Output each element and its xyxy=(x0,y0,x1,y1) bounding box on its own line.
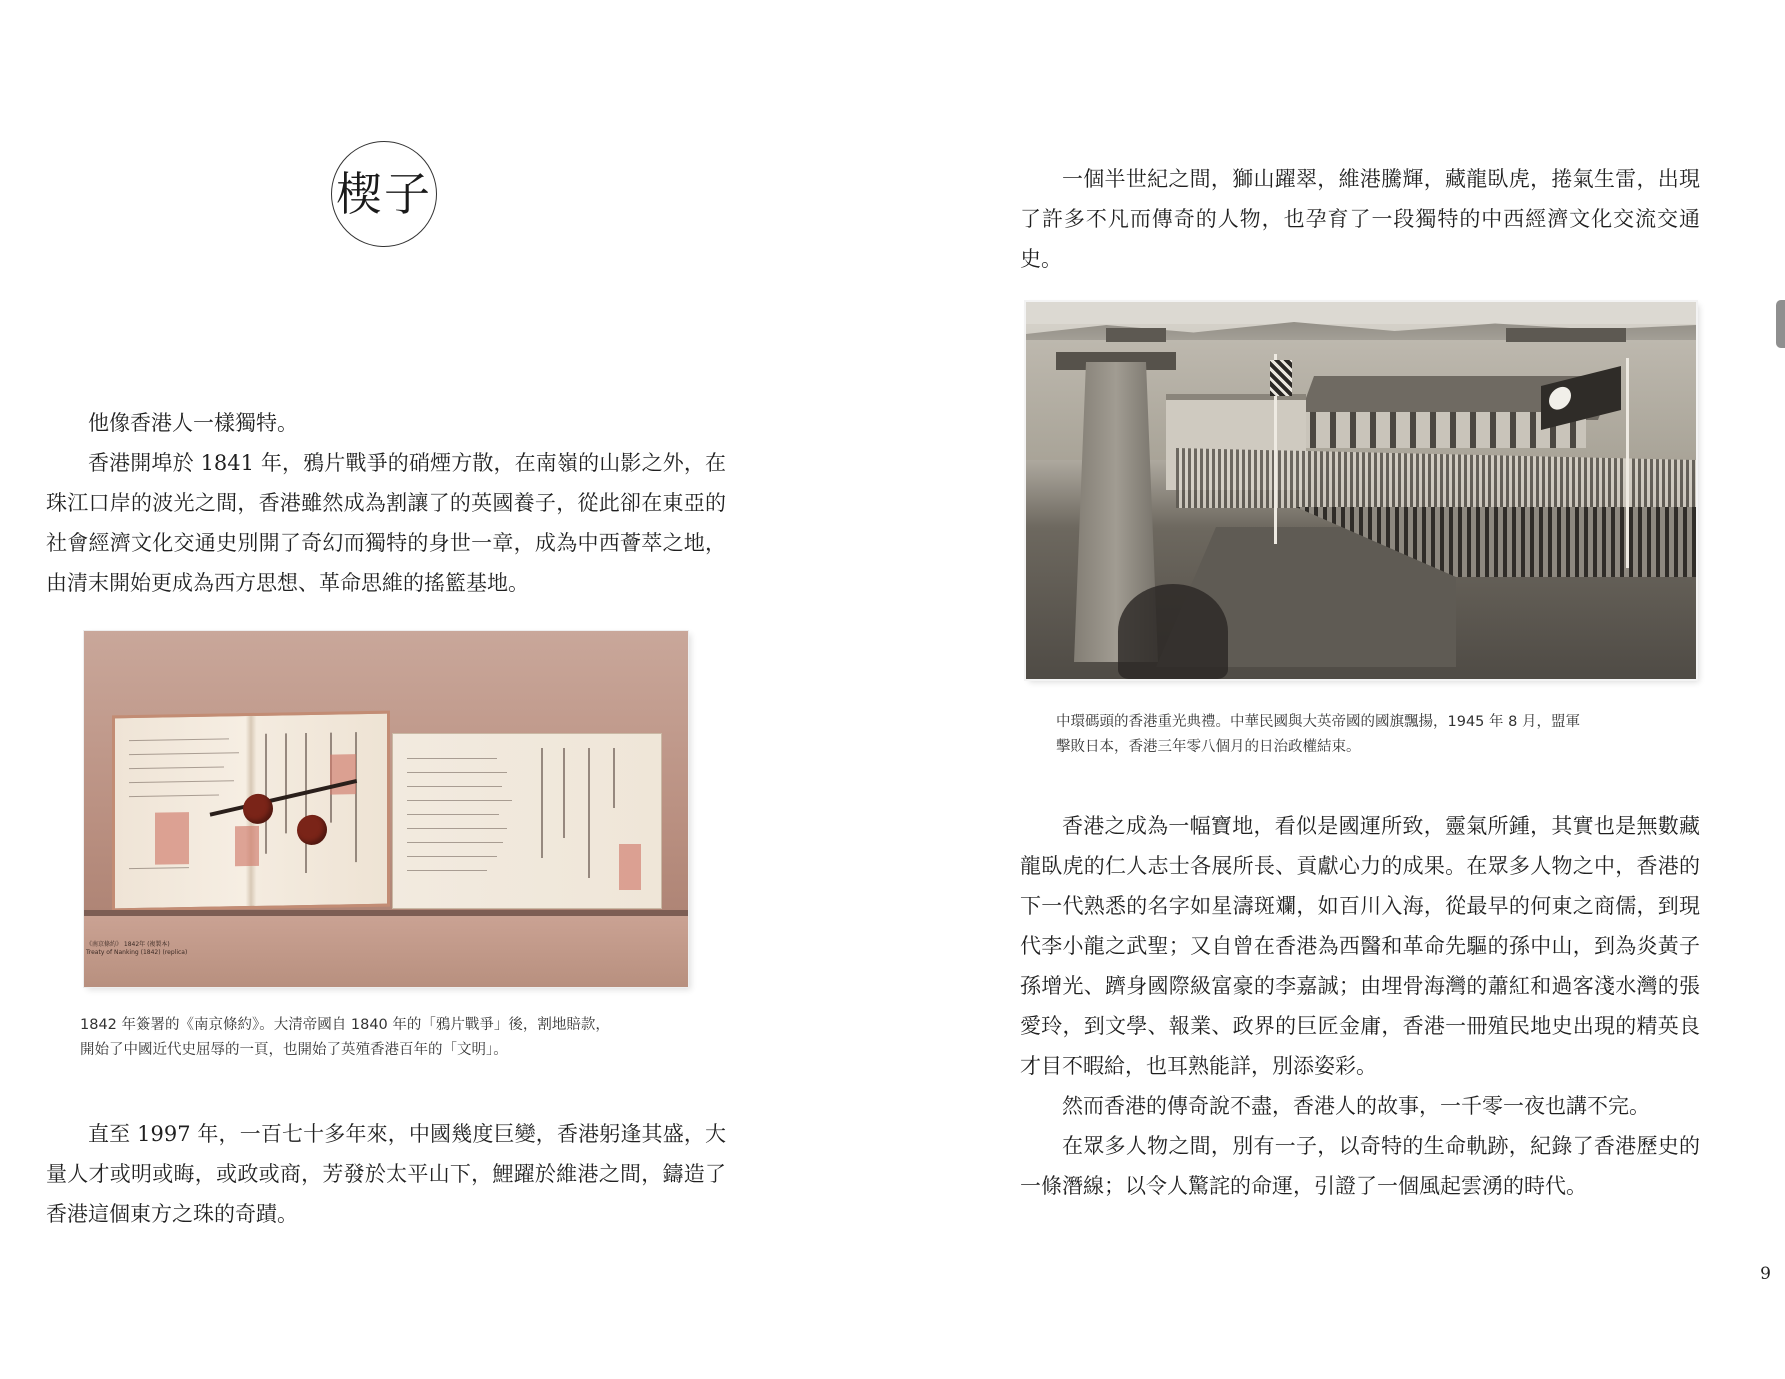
treaty-photo-caption: 1842 年簽署的《南京條約》。大清帝國自 1840 年的「鴉片戰爭」後，割地賠款， 開始了中國近代史屈辱的一頁，也開始了英殖香港百年的「文明」。 xyxy=(80,1017,610,1058)
chapter-title: 楔子 xyxy=(336,167,432,221)
left-intro-text xyxy=(46,403,726,603)
paragraph: 香港開埠於 1841 年，鴉片戰爭的硝煙方散，在南嶺的山影之外，在珠江口岸的波光之間，香港雖然成為割讓了的英國養子，從此卻在東亞的社會經濟文化交通史別開了奇幻而獨特的身世一章，成為中西薈萃之地，由清末開始更成為西方思想、革命思維的搖籃基地。 xyxy=(46,451,726,595)
treaty-page xyxy=(392,733,662,909)
treaty-of-nanking-photo xyxy=(84,631,688,987)
wax-seal-icon xyxy=(243,794,273,825)
paragraph: 香港之成為一幅寶地，看似是國運所致，靈氣所鍾，其實也是無數藏龍臥虎的仁人志士各展所長、貢獻心力的成果。在眾多人物之中，香港的下一代熟悉的名字如星濤斑斕，如百川入海，從最早的何東之商儒，到現代李小龍之武聖；又自曾在香港為西醫和革命先驅的孫中山，到為炎黃子孫增光、躋身國際級富豪的李嘉誠；由埋骨海灣的蕭紅和過客淺水灣的張愛玲，到文學、報業、政界的巨匠金庸，香港一冊殖民地史出現的精英良才目不暇給，也耳熟能詳，別添姿彩。 xyxy=(1020,814,1700,1078)
right-main-text xyxy=(1020,806,1700,1206)
ceremony-photo-caption: 中環碼頭的香港重光典禮。中華民國與大英帝國的國旗飄揚，1945 年 8 月，盟軍 擊敗日本，香港三年零八個月的日治政權結束。 xyxy=(1056,714,1580,755)
left-closing-text xyxy=(46,1114,726,1234)
paragraph: 在眾多人物之間，別有一子，以奇特的生命軌跡，紀錄了香港歷史的一條潛線；以令人驚詫的命運，引證了一個風起雲湧的時代。 xyxy=(1020,1134,1700,1198)
wax-seal-icon xyxy=(297,815,327,846)
right-intro-text xyxy=(1020,159,1700,279)
left-page xyxy=(0,0,892,1379)
paragraph: 一個半世紀之間，獅山躍翠，維港騰輝，藏龍臥虎，捲氣生雷，出現了許多不凡而傳奇的人物，也孕育了一段獨特的中西經濟文化交流交通史。 xyxy=(1020,167,1700,271)
restoration-ceremony-photo xyxy=(1026,302,1696,679)
museum-label: 《南京條約》 1842年 (複製本) Treaty of Nanking (1842) (replica) xyxy=(86,941,188,956)
treaty-book-open xyxy=(112,711,390,912)
chapter-title-circle xyxy=(331,141,437,247)
page-number: 9 xyxy=(1760,1264,1771,1284)
paragraph: 他像香港人一樣獨特。 xyxy=(88,411,298,435)
page-edge-tab xyxy=(1776,300,1785,348)
british-flag-icon xyxy=(1270,360,1292,396)
paragraph: 直至 1997 年，一百七十多年來，中國幾度巨變，香港躬逢其盛，大量人才或明或晦，或政或商，芳發於太平山下，鯉躍於維港之間，鑄造了香港這個東方之珠的奇蹟。 xyxy=(46,1122,726,1226)
paragraph: 然而香港的傳奇說不盡，香港人的故事，一千零一夜也講不完。 xyxy=(1062,1094,1650,1118)
